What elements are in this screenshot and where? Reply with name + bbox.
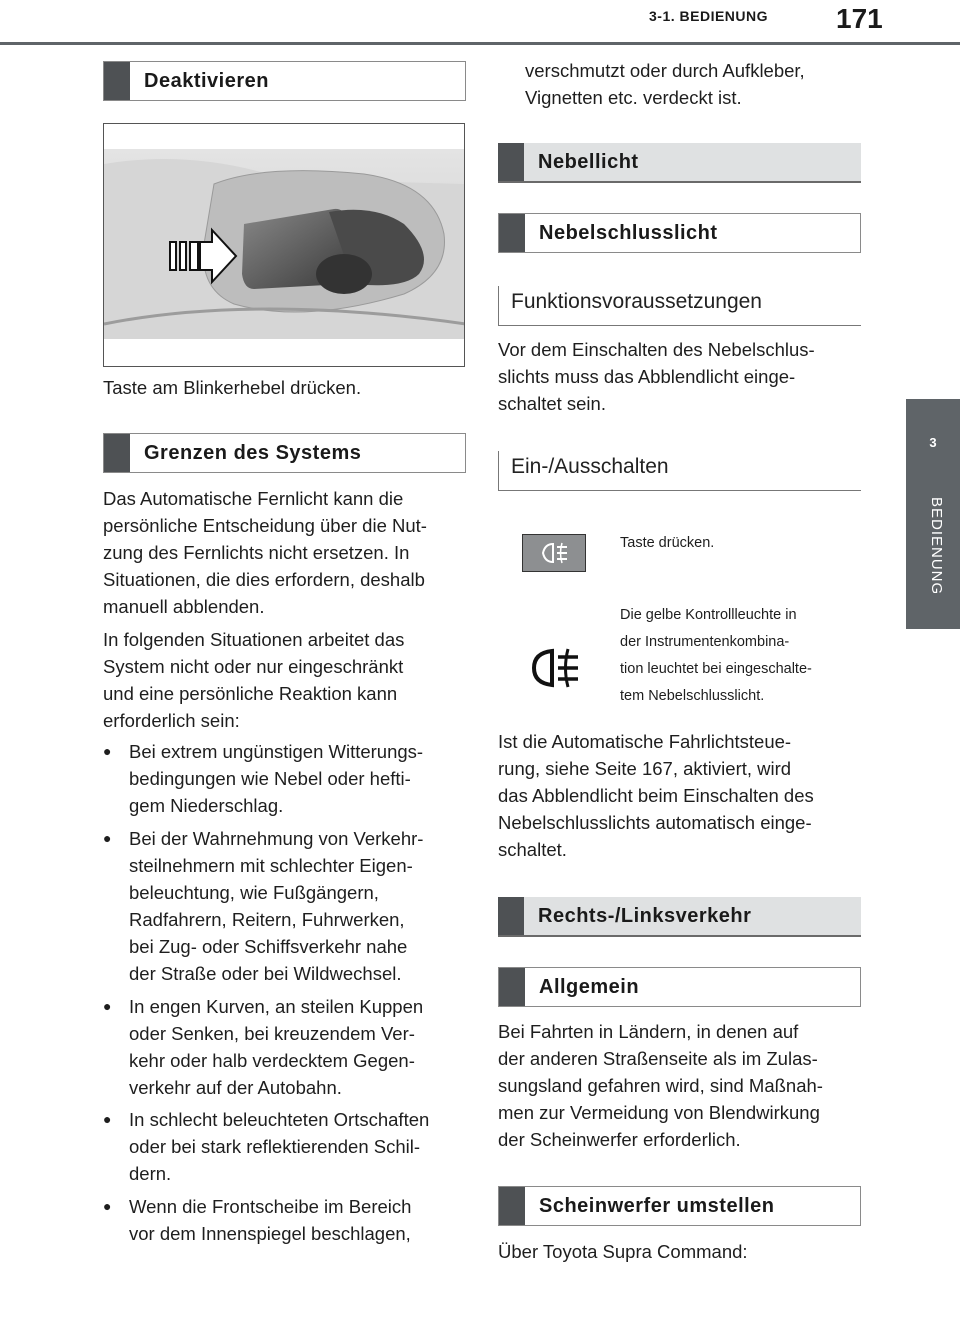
paragraph-auto-fahrlicht: Ist die Automatische Fahrlichtsteue- rung, siehe Seite 167, aktiviert, wird das Abblendlicht beim Einschalten des Nebelschlusslichts automatisch einge- schaltet. — [498, 731, 814, 860]
chapter-number: 3 — [929, 435, 937, 450]
list-item: ● In schlecht beleuchteten Ortschaften oder bei stark reflektierenden Schil- dern. — [103, 1106, 429, 1187]
chapter-label: BEDIENUNG — [928, 497, 945, 596]
list-item: ● Wenn die Frontscheibe im Bereich vor dem Innenspiegel beschlagen, — [103, 1193, 411, 1247]
heading-deaktivieren — [103, 61, 466, 101]
command-line: Über Toyota Supra Command: — [498, 1241, 748, 1262]
heading-label: Scheinwerfer umstellen — [539, 1195, 775, 1217]
heading-rechts-linksverkehr — [498, 897, 861, 937]
subheading-funktionsvoraussetzungen: Funktionsvoraussetzungen — [498, 286, 861, 326]
rear-fog-lamp-icon — [530, 645, 586, 691]
paragraph-allgemein: Bei Fahrten in Ländern, in denen auf der anderen Straßenseite als im Zulas- sungsland gefahren wird, sind Maßnah- men zur Vermeidung von Blendwirkung der Scheinwerfer erforderlich. — [498, 1021, 823, 1150]
paragraph-grenzen-2: In folgenden Situationen arbeitet das System nicht oder nur eingeschränkt und eine persönliche Reaktion kann erforderlich sein: — [103, 629, 405, 731]
heading-grenzen — [103, 433, 466, 473]
paragraph-funktion: Vor dem Einschalten des Nebelschlus- slichts muss das Abblendlicht einge- schaltet sein. — [498, 339, 815, 414]
fog-button-icon — [522, 534, 586, 572]
heading-allgemein — [498, 967, 861, 1007]
header-rule — [0, 42, 960, 45]
paragraph-grenzen-1: Das Automatische Fernlicht kann die persönliche Entscheidung über die Nut- zung des Fernlichts nicht ersetzen. In Situationen, die dies erfordern, deshalb manuell abblenden. — [103, 488, 427, 617]
heading-label: Deaktivieren — [144, 70, 269, 92]
indicator-description: Die gelbe Kontrollleuchte in der Instrumentenkombina- tion leuchtet bei eingeschalte- tem Nebelschlusslicht. — [620, 607, 812, 704]
heading-label: Rechts-/Linksverkehr — [538, 905, 752, 927]
heading-label: Allgemein — [539, 976, 640, 998]
list-item: ● Bei der Wahrnehmung von Verkehr- steilnehmern mit schlechter Eigen- beleuchtung, wie Fußgängern, Radfahrern, Reitern, Fuhrwerken, bei Zug- oder Schiffsverkehr nahe der Straße oder bei Wildwechsel. — [103, 825, 423, 987]
heading-nebellicht — [498, 143, 861, 183]
button-description: Taste drücken. — [620, 535, 715, 551]
heading-label: Grenzen des Systems — [144, 442, 362, 464]
subheading-ein-ausschalten: Ein-/Ausschalten — [498, 451, 861, 491]
heading-scheinwerfer-umstellen — [498, 1186, 861, 1226]
figure-caption: Taste am Blinkerhebel drücken. — [103, 377, 362, 398]
continuation-paragraph: verschmutzt oder durch Aufkleber, Vignetten etc. verdeckt ist. — [525, 60, 805, 108]
list-item: ● In engen Kurven, an steilen Kuppen oder Senken, bei kreuzendem Ver- kehr oder halb verdecktem Gegen- verkehr auf der Autobahn. — [103, 993, 423, 1101]
chapter-tab — [906, 399, 960, 629]
lever-svg — [104, 124, 465, 367]
heading-nebelschlusslicht — [498, 213, 861, 253]
turn-signal-lever-illustration — [103, 123, 465, 367]
running-header: 3-1. BEDIENUNG — [649, 8, 769, 24]
heading-label: Nebellicht — [538, 151, 639, 173]
list-item: ● Bei extrem ungünstigen Witterungs- bedingungen wie Nebel oder hefti- gem Niederschlag. — [103, 738, 423, 819]
heading-label: Nebelschlusslicht — [539, 222, 718, 244]
page-number: 171 — [836, 3, 883, 34]
